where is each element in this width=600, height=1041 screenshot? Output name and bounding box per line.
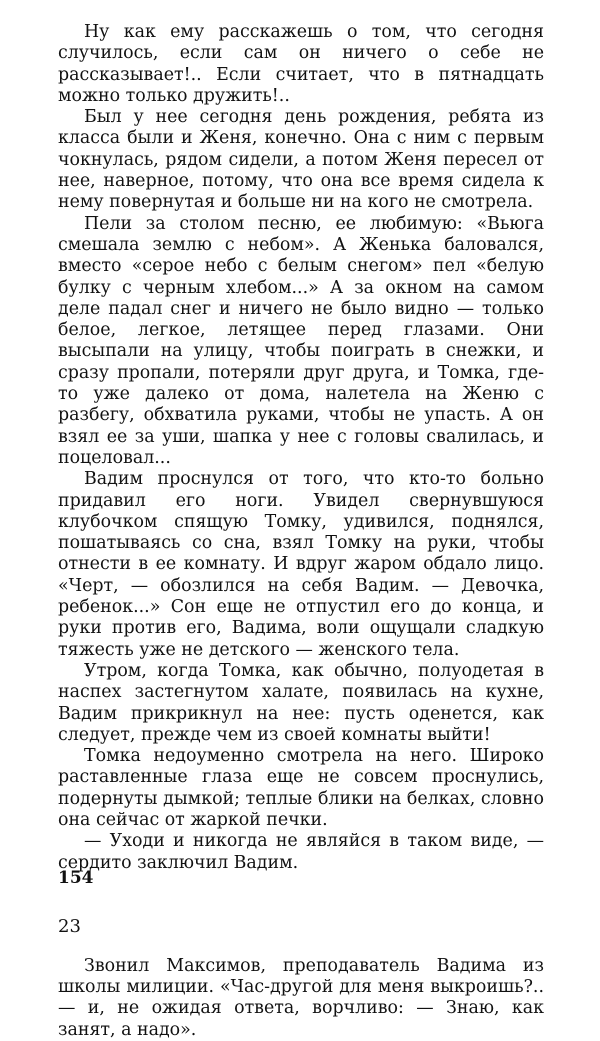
paragraph-7: — Уходи и никогда не являйся в таком виде, — сердито заключил Вадим. (58, 831, 544, 873)
paragraph-5: Утром, когда Томка, как обычно, полуодетая в наспех застегнутом халате, появилась на кухне, Вадим прикрикнул на нее: пусть оденется, как следует, прежде чем из своей комнаты выйти! (58, 660, 544, 745)
paragraph-4: Вадим проснулся от того, что кто-то больно придавил его ноги. Увидел свернувшуюся клубочком спящую Томку, удивился, поднялся, пошатываясь со сна, взял Томку на руки, чтобы отнести в ее комнату. И вдруг жаром обдало лицо. «Черт, — обозлился на себя Вадим. — Девочка, ребенок...» Сон еще не отпустил его до конца, и руки против его, Вадима, воли ощущали сладкую тяжесть уже не детского — женского тела. (58, 469, 544, 660)
paragraph-1: Ну как ему расскажешь о том, что сегодня случилось, если сам он ничего о себе не рассказывает!.. Если считает, что в пятнадцать можно только дружить!.. (58, 22, 544, 106)
book-page (58, 22, 544, 1041)
paragraph-3: Пели за столом песню, ее любимую: «Вьюга смешала землю с небом». А Женька баловался, вместо «серое небо с белым снегом» пел «белую булку с черным хлебом...» А за окном на самом деле падал снег и ничего не было видно — только белое, легкое, летящее перед глазами. Они высыпали на улицу, чтобы поиграть в снежки, и сразу пропали, потеряли друг друга, и Томка, где-то уже далеко от дома, налетела на Женю с разбегу, обхватила руками, чтобы не упасть. А он взял ее за уши, шапка у нее с головы свалилась, и поцеловал... (58, 213, 544, 468)
paragraph-2: Был у нее сегодня день рождения, ребята из класса были и Женя, конечно. Она с ним с первым чокнулась, рядом сидели, а потом Женя пересел от нее, наверное, потому, что она все время сидела к нему повернутая и больше ни на кого не смотрела. (58, 107, 544, 213)
chapter-number: 23 (58, 915, 81, 937)
paragraph-8: Звонил Максимов, преподаватель Вадима из школы милиции. «Час-другой для меня выкроишь?.. — и, не ожидая ответа, ворчливо: — Знаю, как занят, а надо». (58, 955, 544, 1040)
paragraph-6: Томка недоуменно смотрела на него. Широко раставленные глаза еще не совсем проснулись, подернуты дымкой; теплые блики на белках, словно она сейчас от жаркой печки. (58, 746, 544, 830)
page-number: 154 (58, 868, 94, 888)
